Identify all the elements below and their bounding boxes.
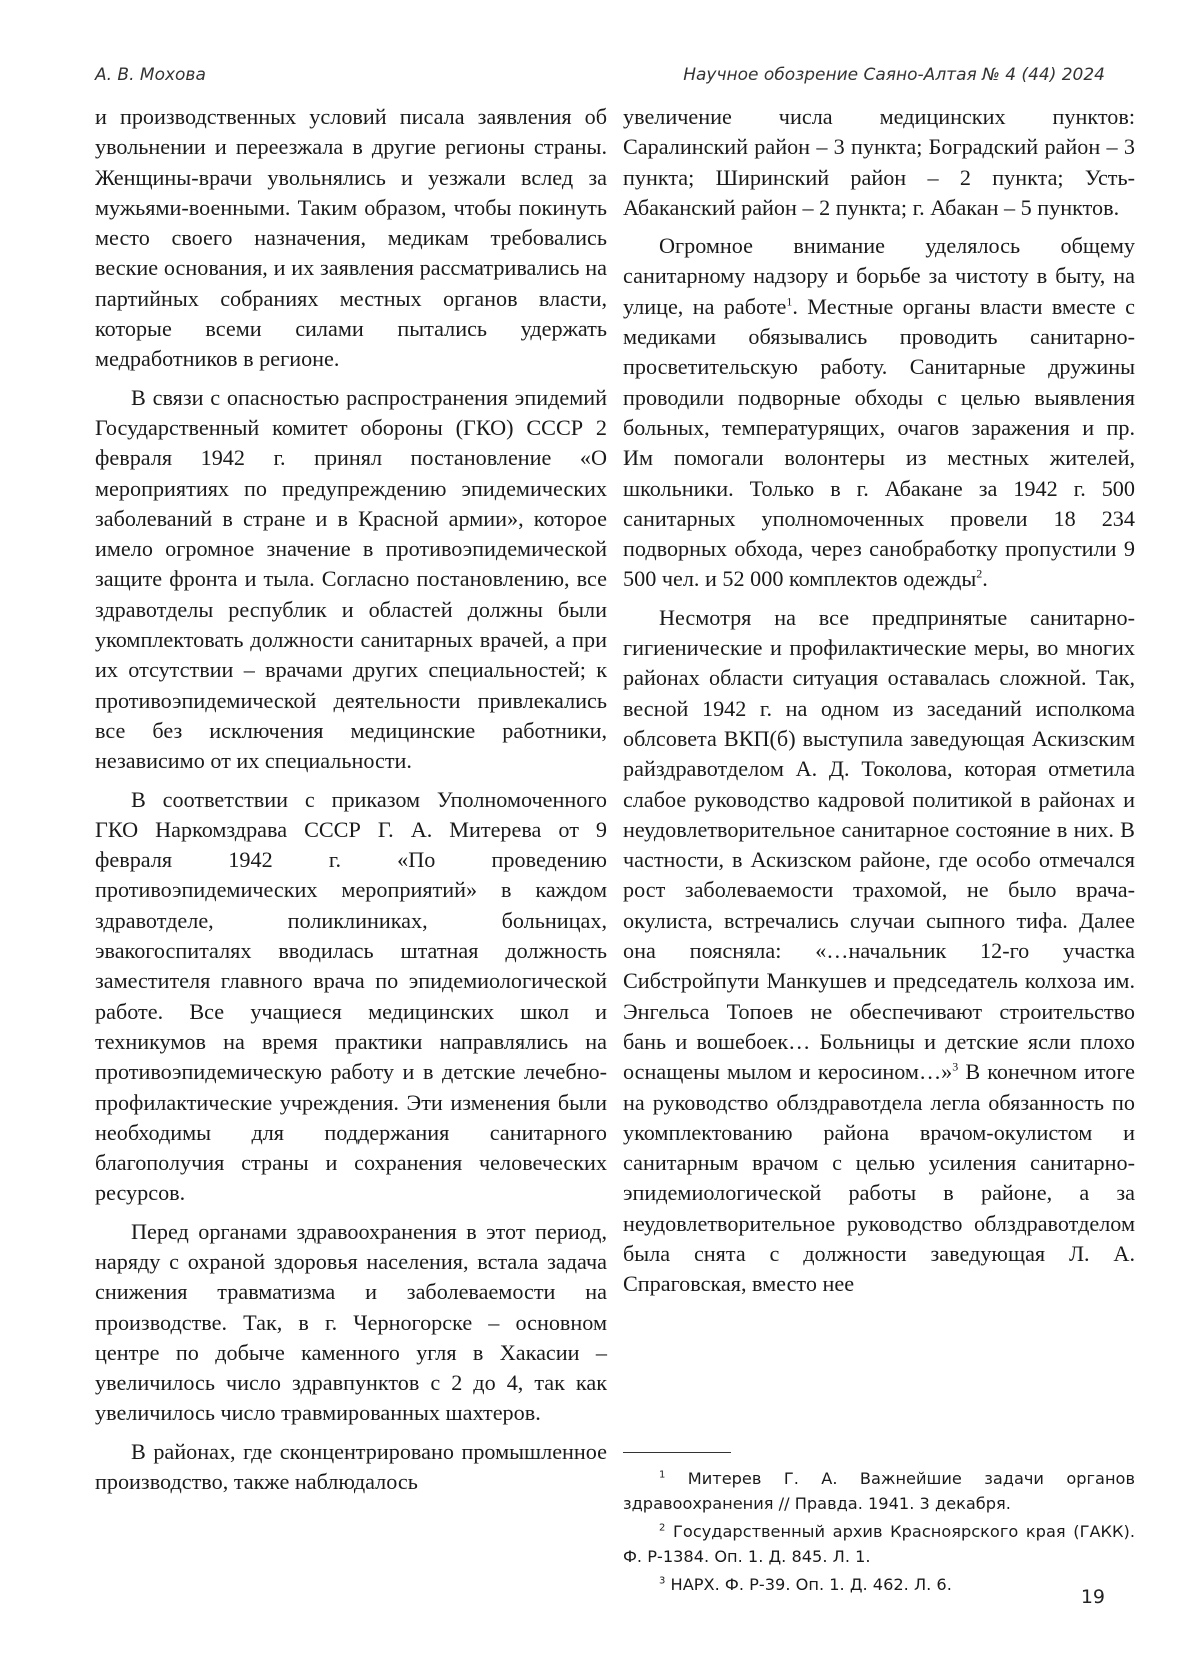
footnote-text: НАРХ. Ф. Р-39. Оп. 1. Д. 462. Л. 6.	[670, 1575, 952, 1594]
footnote	[623, 1572, 1135, 1597]
footnote-number: 2	[659, 1522, 666, 1534]
text-run: . Местные органы власти вместе с медиками обязывались проводить санитарно-просветительскую работу. Санитарные дружины проводили подворные обходы с целью выявления больных, температурящих, очагов заражения и пр. Им помогали волонтеры из местных жителей, школьники. Только в г. Абакане за 1942 г. 500 санитарных уполномоченных провели 18 234 подворных обхода, через санобработку пропустили 9 500 чел. и 52 000 комплектов одежды	[623, 293, 1135, 592]
footnote-number: 1	[659, 1469, 666, 1481]
footnote-ref[interactable]: 3	[952, 1059, 959, 1074]
footnote	[623, 1519, 1135, 1569]
paragraph: и производственных условий писала заявления об увольнении и переезжала в другие регионы страны. Женщины-врачи увольнялись и уезжали вслед за мужьями-военными. Таким образом, чтобы покинуть место своего назначения, медикам требовались веские основания, и их заявления рассматривались на партийных собраниях местных органов власти, которые всеми силами пытались удержать медработников в регионе.	[95, 104, 607, 372]
footnote-ref[interactable]: 2	[976, 567, 983, 582]
page-header	[95, 60, 1105, 90]
footnotes	[623, 1466, 1135, 1600]
footnote-text: Митерев Г. А. Важнейшие задачи органов здравоохранения // Правда. 1941. 3 декабря.	[623, 1469, 1135, 1513]
running-head-author: А. В. Мохова	[95, 65, 206, 85]
footnote-ref[interactable]: 1	[786, 294, 793, 309]
running-head-journal: Научное обозрение Саяно-Алтая № 4 (44) 2024	[683, 65, 1105, 85]
right-column	[623, 102, 1135, 1308]
text-run: Огромное внимание уделялось общему санитарному надзору и борьбе за чистоту в быту, на улице, на работе	[623, 233, 1135, 319]
text-run: Несмотря на все предпринятые санитарно-гигиенические и профилактические меры, во многих районах области ситуация оставалась сложной. Так, весной 1942 г. на одном из заседаний исполкома облсовета ВКП(б) выступила заведующая Аскизским райздравотделом А. Д. Токолова, которая отметила слабое руководство кадровой политикой в районах и неудовлетворительное санитарное состояние в них. В частности, в Аскизском районе, где особо отмечался рост заболеваемости трахомой, не было врача-окулиста, встречались случаи сыпного тифа. Далее она поясняла: «…начальник 12-го участка Сибстройпути Манкушев и председатель колхоза им. Энгельса Топоев не обеспечивают строительство бань и вошебоек… Больницы и детские ясли плохо оснащены мылом и керосином…»	[623, 604, 1135, 1085]
footnote-separator	[623, 1452, 731, 1453]
paragraph: В соответствии с приказом Уполномоченного ГКО Наркомздрава СССР Г. А. Митерева от 9 февраля 1942 г. «По проведению противоэпидемических мероприятий» в каждом здравотделе, поликлиниках, больницах, эвакогоспиталях вводилась штатная должность заместителя главного врача по эпидемиологической работе. Все учащиеся медицинских школ и техникумов на время практики направлялись на противоэпидемическую работу и в детские лечебно-профилактические учреждения. Эти изменения были необходимы для поддержания санитарного благополучия страны и сохранения человеческих ресурсов.	[95, 786, 607, 1206]
page-number: 19	[1080, 1586, 1105, 1608]
paragraph: увеличение числа медицинских пунктов: Саралинский район – 3 пункта; Боградский район – 3 пункта; Ширинский район – 2 пункта; Усть-Абаканский район – 2 пункта; г. Абакан – 5 пунктов.	[623, 104, 1135, 220]
text-run: В конечном итоге на руководство облздравотдела легла обязанность по укомплектованию района врачом-окулистом и санитарным врачом с целью усиления санитарно-эпидемиологической работы в районе, а за неудовлетворительное руководство облздравотделом была снята с должности заведующая Л. А. Спраговская, вместо нее	[623, 1059, 1135, 1297]
footnote	[623, 1466, 1135, 1516]
footnote-text: Государственный архив Красноярского края (ГАКК). Ф. Р-1384. Оп. 1. Д. 845. Л. 1.	[623, 1522, 1135, 1566]
footnote-number: 3	[659, 1575, 666, 1587]
paragraph	[623, 603, 1135, 1300]
paragraph: Перед органами здравоохранения в этот период, наряду с охраной здоровья населения, встала задача снижения травматизма и заболеваемости на производстве. Так, в г. Черногорске – основном центре по добыче каменного угля в Хакасии – увеличилось число здравпунктов с 2 до 4, так как увеличилось число травмированных шахтеров.	[95, 1218, 607, 1426]
left-column	[95, 102, 607, 1505]
paragraph: В районах, где сконцентрировано промышленное производство, также наблюдалось	[95, 1438, 607, 1495]
text-run: .	[982, 566, 988, 592]
paragraph	[623, 231, 1135, 595]
paragraph: В связи с опасностью распространения эпидемий Государственный комитет обороны (ГКО) СССР 2 февраля 1942 г. принял постановление «О мероприятиях по предупреждению эпидемических заболеваний в стране и в Красной армии», которое имело огромное значение в противоэпидемической защите фронта и тыла. Согласно постановлению, все здравотделы республик и областей должны были укомплектовать должности санитарных врачей, а при их отсутствии – врачами других специальностей; к противоэпидемической деятельности привлекались все без исключения медицинские работники, независимо от их специальности.	[95, 384, 607, 774]
